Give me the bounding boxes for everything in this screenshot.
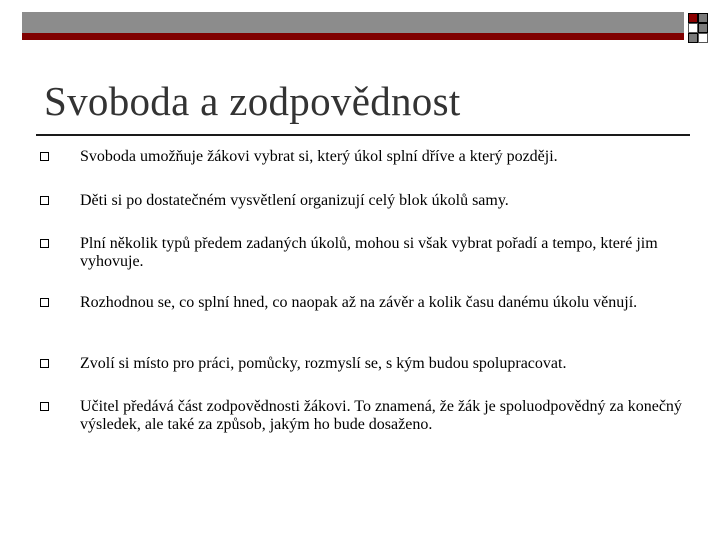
square-bullet-icon — [40, 239, 49, 248]
decor-square — [698, 23, 708, 33]
square-bullet-icon — [40, 298, 49, 307]
square-bullet-icon — [40, 359, 49, 368]
header-bar — [22, 12, 684, 40]
square-bullet-icon — [40, 402, 49, 411]
bullet-text: Plní několik typů předem zadaných úkolů, mohou si však vybrat pořadí a tempo, které jim vyhovuje. — [80, 235, 658, 270]
title-divider — [36, 134, 690, 136]
bullet-text: Svoboda umožňuje žákovi vybrat si, který úkol splní dříve a který později. — [80, 148, 558, 165]
decorative-squares — [686, 12, 710, 42]
slide-title: Svoboda a zodpovědnost — [44, 78, 461, 124]
bullet-text: Děti si po dostatečném vysvětlení organizují celý blok úkolů samy. — [80, 192, 509, 209]
decor-square — [698, 33, 708, 43]
decor-square — [688, 23, 698, 33]
bullet-text: Rozhodnou se, co splní hned, co naopak až na závěr a kolik času danému úkolu věnují. — [80, 294, 638, 311]
square-bullet-icon — [40, 196, 49, 205]
bullet-text: Zvolí si místo pro práci, pomůcky, rozmyslí se, s kým budou spolupracovat. — [80, 355, 567, 372]
bullet-text: Učitel předává část zodpovědnosti žákovi. To znamená, že žák je spoluodpovědný za konečný výsledek, ale také za způsob, jakým ho bude dosaženo. — [80, 398, 682, 433]
header-accent-stripe — [22, 33, 684, 40]
decor-square — [698, 13, 708, 23]
decor-square — [688, 33, 698, 43]
decor-square — [688, 13, 698, 23]
square-bullet-icon — [40, 152, 49, 161]
